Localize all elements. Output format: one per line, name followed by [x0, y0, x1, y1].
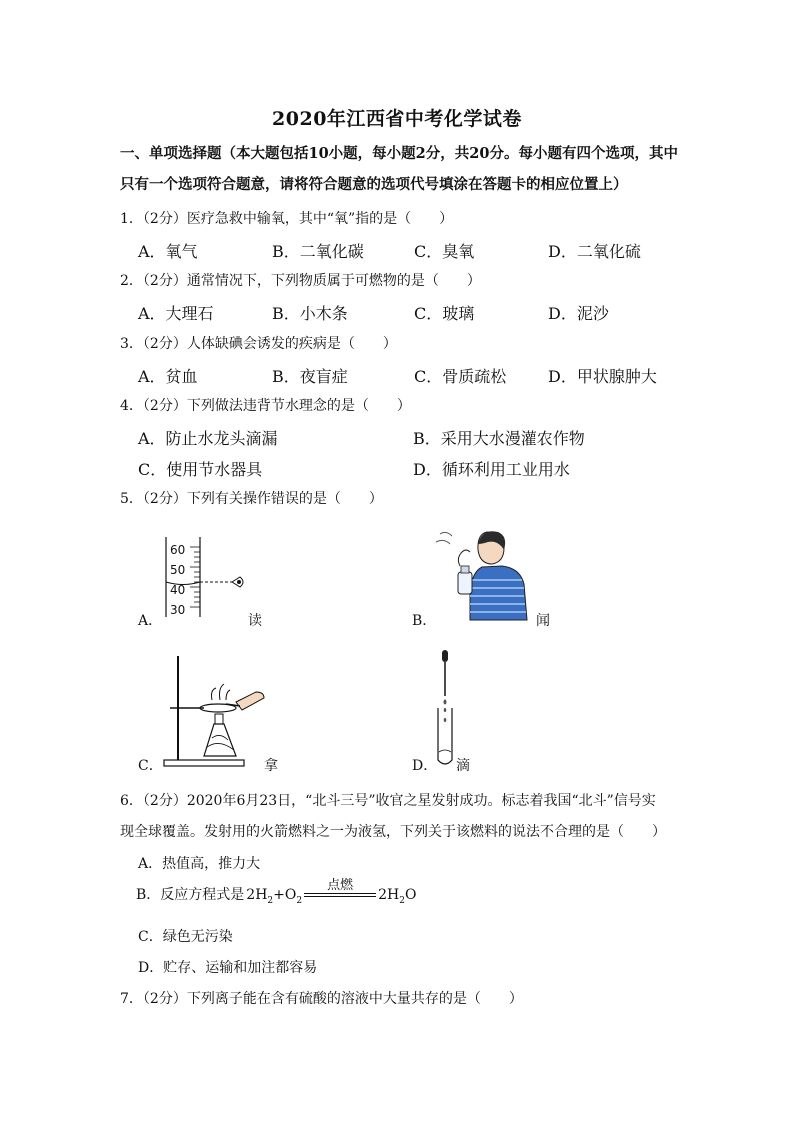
q6-option-b-label: B．反应方程式是 — [136, 887, 245, 903]
q2-option-d[interactable]: D．泥沙 — [548, 304, 609, 323]
q2-option-c[interactable]: C．玻璃 — [414, 304, 475, 323]
question-6-stem-line-1: 6．（2分）2020年6月23日，“北斗三号”收官之星发射成功。标志着我国“北斗”信号实 — [120, 793, 656, 809]
question-5-stem: 5．（2分）下列有关操作错误的是（ ） — [120, 491, 383, 507]
tick-30: 30 — [170, 603, 186, 617]
q6-option-c[interactable]: C．绿色无污染 — [138, 929, 233, 945]
cylinder-tick-labels — [170, 540, 185, 620]
alcohol-burner-figure — [160, 652, 270, 770]
question-2-options — [138, 301, 698, 321]
q5-caption-b: 闻 — [536, 613, 550, 629]
question-4-options-row-1 — [138, 426, 698, 446]
question-1-stem: 1．（2分）医疗急救中输氧，其中“氧”指的是（ ） — [120, 211, 454, 227]
q5-option-c[interactable]: C． — [138, 758, 163, 774]
q6-option-a[interactable]: A．热值高，推力大 — [138, 856, 261, 872]
q5-caption-d: 滴 — [456, 758, 470, 774]
q4-option-c[interactable]: C．使用节水器具 — [138, 460, 263, 479]
question-1-options — [138, 239, 698, 259]
tick-40: 40 — [170, 583, 186, 597]
page-title: 2020年江西省中考化学试卷 — [272, 108, 522, 130]
q5-option-d[interactable]: D． — [412, 758, 438, 774]
q5-caption-c: 拿 — [264, 758, 278, 774]
q6-option-b[interactable] — [136, 878, 417, 910]
q5-caption-a: 读 — [248, 613, 262, 629]
q3-option-b[interactable]: B．夜盲症 — [272, 367, 348, 386]
q6-option-d[interactable]: D．贮存、运输和加注都容易 — [138, 960, 318, 976]
q5-option-a[interactable]: A． — [138, 613, 163, 629]
dropper-test-tube-figure — [430, 648, 460, 770]
question-7-stem: 7．（2分）下列离子能在含有硫酸的溶液中大量共存的是（ ） — [120, 991, 523, 1007]
q3-option-c[interactable]: C．骨质疏松 — [414, 367, 507, 386]
q4-option-a[interactable]: A．防止水龙头滴漏 — [138, 429, 278, 448]
equation-condition: 点燃 — [327, 878, 354, 893]
q1-option-d[interactable]: D．二氧化硫 — [548, 242, 641, 261]
section-heading-line-2: 只有一个选项符合题意，请将符合题意的选项代号填涂在答题卡的相应位置上） — [120, 176, 628, 193]
q2-option-a[interactable]: A．大理石 — [138, 304, 214, 323]
q4-option-b[interactable]: B．采用大水漫灌农作物 — [413, 429, 585, 448]
q2-option-b[interactable]: B．小木条 — [272, 304, 348, 323]
q5-option-b[interactable]: B． — [412, 613, 437, 629]
equation-sub-1: 2 — [267, 895, 274, 906]
section-heading — [120, 138, 680, 200]
q3-option-d[interactable]: D．甲状腺肿大 — [548, 367, 657, 386]
q1-option-b[interactable]: B．二氧化碳 — [272, 242, 364, 261]
question-3-options — [138, 364, 698, 384]
equation-right-o: O — [404, 887, 417, 903]
q1-option-a[interactable]: A．氧气 — [138, 242, 198, 261]
equation-left-h: 2H — [246, 887, 268, 903]
question-6-stem-line-2: 现全球覆盖。发射用的火箭燃料之一为液氢，下列关于该燃料的说法不合理的是（ ） — [120, 824, 666, 840]
equation-right-h: 2H — [378, 887, 400, 903]
section-heading-line-1: 一、单项选择题（本大题包括10小题，每小题2分，共20分。每小题有四个选项，其中 — [120, 145, 678, 162]
question-4-stem: 4．（2分）下列做法违背节水理念的是（ ） — [120, 398, 411, 414]
question-4-options-row-2 — [138, 457, 698, 477]
q3-option-a[interactable]: A．贫血 — [138, 367, 198, 386]
tick-60: 60 — [170, 543, 186, 557]
question-3-stem: 3．（2分）人体缺碘会诱发的疾病是（ ） — [120, 336, 397, 352]
equation-sub-3: 2 — [399, 895, 405, 906]
smelling-bottle-figure — [432, 522, 532, 622]
equation-condition-arrow — [304, 878, 376, 902]
question-2-stem: 2．（2分）通常情况下，下列物质属于可燃物的是（ ） — [120, 273, 481, 289]
q4-option-d[interactable]: D．循环利用工业用水 — [413, 460, 570, 479]
equation-sub-2: 2 — [296, 895, 303, 906]
q1-option-c[interactable]: C．臭氧 — [414, 242, 475, 261]
equation-plus-o: +O — [273, 887, 297, 903]
tick-50: 50 — [170, 563, 186, 577]
